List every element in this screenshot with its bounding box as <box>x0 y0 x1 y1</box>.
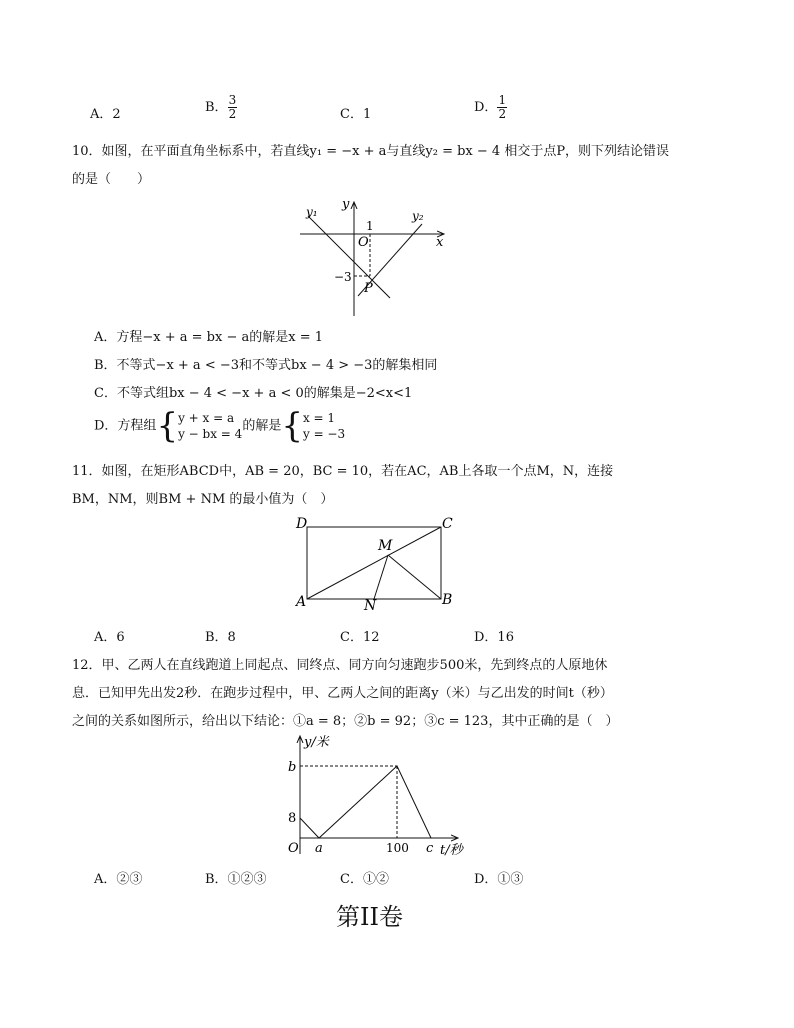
q9-option-b-label: B． <box>205 100 228 115</box>
q10-stem-line2: 的是（ ） <box>72 172 151 187</box>
q9-option-d-label: D． <box>474 100 498 115</box>
q9-option-b-numerator: 3 <box>228 93 237 107</box>
q12-stem-line2: 息．已知甲先出发2秒．在跑步过程中，甲、乙两人之间的距离y（米）与乙出发的时间t（秒） <box>72 686 613 701</box>
q10-label-point-p: P <box>364 281 373 296</box>
q10-option-d-sol2: y = −3 <box>302 427 346 441</box>
q10-label-y1: y₁ <box>306 205 318 219</box>
q11-segment-bm <box>388 555 441 599</box>
q10-option-d-mid: 的解是 <box>242 418 282 434</box>
q9-option-a: A．2 <box>90 107 121 122</box>
q11-option-c: C．12 <box>340 630 380 645</box>
q11-stem-line2: BM，NM，则BM + NM 的最小值为（ ） <box>72 492 334 507</box>
q10-label-y2: y₂ <box>412 209 424 223</box>
q12-option-a: A．②③ <box>94 872 143 887</box>
q12-label-origin: O <box>288 841 299 856</box>
q11-stem-line1: 11．如图，在矩形ABCD中，AB = 20，BC = 10，若在AC，AB上各取一个点M，N，连接 <box>72 464 614 479</box>
q11-label-c: C <box>442 516 453 532</box>
q11-option-a: A．6 <box>94 630 125 645</box>
q11-label-d: D <box>296 516 308 532</box>
q11-label-b: B <box>442 592 453 608</box>
q10-label-origin: O <box>358 235 369 250</box>
q12-label-b: b <box>288 760 297 775</box>
section-title: 第II卷 <box>336 903 403 931</box>
q11-diagonal-ac <box>307 527 441 599</box>
q12-option-b: B．①②③ <box>205 872 267 887</box>
q10-option-d-sol1: x = 1 <box>302 411 336 425</box>
q12-label-8: 8 <box>288 811 297 826</box>
q10-label-x-axis: x <box>436 235 444 250</box>
q9-option-c: C．1 <box>340 107 372 122</box>
q10-label-y-axis: y <box>342 197 350 212</box>
q9-option-d-fraction <box>497 94 507 121</box>
q9-option-b <box>205 94 237 121</box>
q9-option-b-fraction <box>228 94 238 121</box>
q10-label-tick-1: 1 <box>366 219 374 233</box>
q12-label-a: a <box>315 841 323 856</box>
q10-option-d-eq1: y + x = a <box>178 411 235 425</box>
q10-option-b: B．不等式−x + a < −3和不等式bx − 4 > −3的解集相同 <box>94 358 438 373</box>
q12-label-c: c <box>426 841 434 856</box>
q12-label-100: 100 <box>386 841 409 855</box>
q10-option-d-prefix: D．方程组 <box>94 418 157 434</box>
q9-option-b-denominator: 2 <box>228 107 237 121</box>
q11-label-n: N <box>364 598 377 612</box>
q12-option-c: C．①② <box>340 872 389 887</box>
q10-option-a: A．方程−x + a = bx − a的解是x = 1 <box>94 330 323 345</box>
q10-line-y1 <box>308 216 390 298</box>
q11-label-m: M <box>378 538 393 554</box>
q12-graph-figure <box>280 732 470 860</box>
q12-option-d: D．①③ <box>474 872 524 887</box>
q12-stem-line3: 之间的关系如图所示，给出以下结论：①a = 8；②b = 92；③c = 123，其中正确的是（ ） <box>72 714 619 729</box>
q11-label-a: A <box>296 594 307 610</box>
q12-distance-graph <box>300 766 431 838</box>
q12-label-y-axis: y/米 <box>304 735 329 750</box>
q10-option-d-brace-left: { <box>156 406 179 446</box>
q10-option-d-eq2: y − bx = 4 <box>178 427 243 441</box>
q9-option-d <box>474 94 507 121</box>
q10-option-d-brace-right: { <box>281 406 303 446</box>
q11-option-d: D．16 <box>474 630 514 645</box>
q10-label-tick-neg3: −3 <box>334 270 352 284</box>
q10-stem-line1: 10．如图，在平面直角坐标系中，若直线y₁ = −x + a与直线y₂ = bx − 4 相交于点P，则下列结论错误 <box>72 144 670 159</box>
q9-option-d-denominator: 2 <box>498 107 507 121</box>
q10-coordinate-figure <box>296 196 456 320</box>
q11-rectangle-figure <box>292 512 462 612</box>
q12-stem-line1: 12．甲、乙两人在直线跑道上同起点、同终点、同方向匀速跑步500米，先到终点的人原地休 <box>72 658 608 673</box>
q10-option-d-solution <box>303 410 345 442</box>
q12-label-x-axis: t/秒 <box>440 843 463 858</box>
q10-option-d <box>94 406 346 446</box>
q10-option-d-system <box>178 410 242 442</box>
q9-option-d-numerator: 1 <box>498 93 507 107</box>
q11-option-b: B．8 <box>205 630 236 645</box>
q10-option-c: C．不等式组bx − 4 < −x + a < 0的解集是−2<x<1 <box>94 386 413 401</box>
